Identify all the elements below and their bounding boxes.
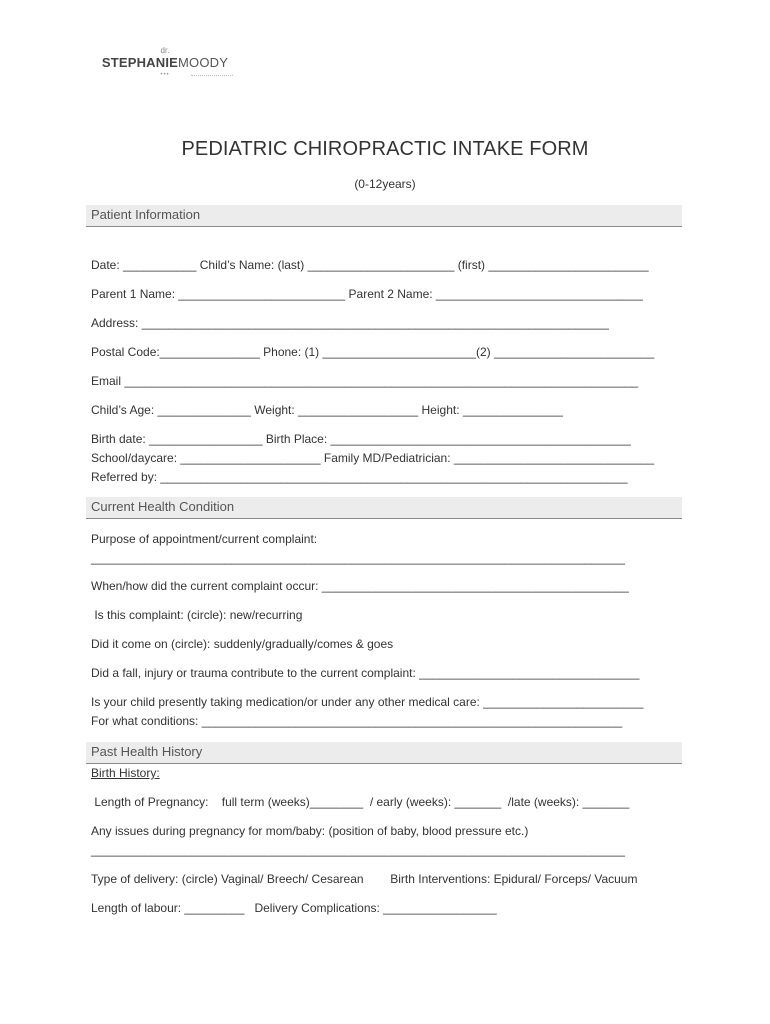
section-heading: Patient Information xyxy=(91,207,201,222)
school-md-field[interactable]: School/daycare: _____________________ Family MD/Pediatrician: ______________________________ xyxy=(91,451,655,465)
pregnancy-issues-label: Any issues during pregnancy for mom/baby: (position of baby, blood pressure etc.) xyxy=(91,824,529,838)
pregnancy-length-field[interactable]: Length of Pregnancy: full term (weeks)________ / early (weeks): _______ /late (weeks): _______ xyxy=(91,795,630,809)
logo-last-name: MOODY xyxy=(178,55,229,70)
purpose-label: Purpose of appointment/current complaint: xyxy=(91,532,318,546)
logo-first-name: STEPHANIE xyxy=(101,55,179,70)
age-weight-height-field[interactable]: Child’s Age: ______________ Weight: __________________ Height: _______________ xyxy=(91,403,563,417)
medication-field[interactable]: Is your child presently taking medication/or under any other medical care: ________________________ xyxy=(91,695,644,709)
delivery-type-field[interactable]: Type of delivery: (circle) Vaginal/ Breech/ Cesarean Birth Interventions: Epidural/ Forceps/ Vacuum xyxy=(91,872,638,886)
logo-mark: ••• xyxy=(160,72,170,78)
conditions-field[interactable]: For what conditions: _______________________________________________________________ xyxy=(91,714,623,728)
birth-date-place-field[interactable]: Birth date: _________________ Birth Place: _____________________________________________ xyxy=(91,432,631,446)
email-field[interactable]: Email _____________________________________________________________________________ xyxy=(91,374,639,388)
logo-rule-right xyxy=(191,75,233,76)
birth-history-heading: Birth History: xyxy=(91,766,160,780)
clinic-logo xyxy=(100,46,230,78)
section-current-health xyxy=(86,497,682,519)
parent-names-field[interactable]: Parent 1 Name: _________________________ Parent 2 Name: _______________________________ xyxy=(91,287,643,301)
referred-by-field[interactable]: Referred by: ______________________________________________________________________ xyxy=(91,470,628,484)
section-patient-information xyxy=(86,205,682,227)
logo-dr: dr. xyxy=(160,46,170,55)
logo-decoration xyxy=(100,72,230,78)
section-heading: Current Health Condition xyxy=(91,499,235,514)
pregnancy-issues-field[interactable]: ________________________________________________________________________________ xyxy=(91,843,625,857)
logo-name xyxy=(100,55,230,70)
section-past-health-history xyxy=(86,742,682,764)
complaint-onset-question[interactable]: Did it come on (circle): suddenly/gradually/comes & goes xyxy=(91,637,394,651)
labour-complications-field[interactable]: Length of labour: _________ Delivery Complications: _________________ xyxy=(91,901,497,915)
form-subtitle: (0-12years) xyxy=(354,177,416,191)
complaint-onset-field[interactable]: When/how did the current complaint occur: ______________________________________________ xyxy=(91,579,629,593)
purpose-field[interactable]: ________________________________________________________________________________ xyxy=(91,551,625,565)
postal-phone-field[interactable]: Postal Code:_______________ Phone: (1) _______________________(2) ________________________ xyxy=(91,345,655,359)
address-field[interactable]: Address: ______________________________________________________________________ xyxy=(91,316,609,330)
form-title: PEDIATRIC CHIROPRACTIC INTAKE FORM xyxy=(181,138,589,160)
complaint-type-question[interactable]: Is this complaint: (circle): new/recurring xyxy=(91,608,303,622)
trauma-field[interactable]: Did a fall, injury or trauma contribute to the current complaint: _________________________________ xyxy=(91,666,640,680)
date-name-field[interactable]: Date: ___________ Child’s Name: (last) ______________________ (first) ________________________ xyxy=(91,258,649,272)
section-heading: Past Health History xyxy=(91,744,203,759)
